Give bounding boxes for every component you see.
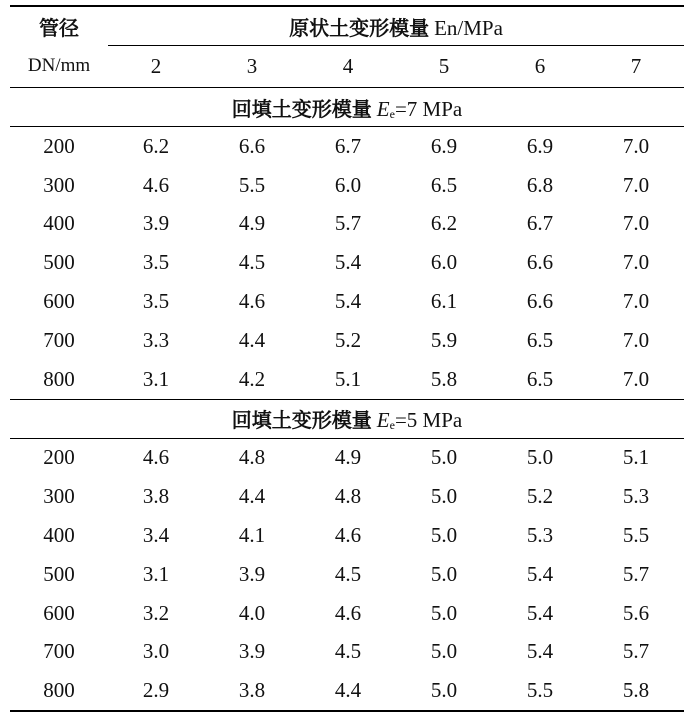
pipe-diameter-cell: 500 <box>43 561 75 586</box>
modulus-cell: 3.9 <box>238 639 266 664</box>
pipe-diameter-cell: 200 <box>43 133 75 158</box>
modulus-cell: 5.4 <box>526 600 554 625</box>
column-header: 4 <box>300 46 396 88</box>
modulus-cell: 5.4 <box>526 639 554 664</box>
modulus-cell: 5.1 <box>622 445 650 470</box>
pipe-diameter-cell: 400 <box>43 211 75 236</box>
pipe-diameter-cell: 700 <box>43 639 75 664</box>
section-ee5 <box>10 399 684 711</box>
table-row <box>10 633 684 672</box>
table-row <box>10 555 684 594</box>
modulus-cell: 4.4 <box>238 327 266 352</box>
symbol-subscript: e <box>389 418 395 433</box>
modulus-cell: 3.5 <box>142 289 170 314</box>
modulus-cell: 4.6 <box>334 523 362 548</box>
modulus-cell: 5.2 <box>334 327 362 352</box>
modulus-cell: 6.9 <box>430 133 458 158</box>
modulus-cell: 5.4 <box>334 250 362 275</box>
modulus-cell: 6.5 <box>430 172 458 197</box>
modulus-cell: 4.0 <box>238 600 266 625</box>
original-soil-modulus-unit: En/MPa <box>434 15 503 40</box>
section-title <box>10 399 684 438</box>
pipe-diameter-cell: 200 <box>43 445 75 470</box>
modulus-cell: 7.0 <box>622 172 650 197</box>
section-symbol <box>377 97 462 121</box>
modulus-cell: 4.8 <box>334 484 362 509</box>
modulus-cell: 4.9 <box>238 211 266 236</box>
modulus-cell: 7.0 <box>622 366 650 391</box>
original-soil-modulus-title: 原状土变形模量 <box>289 17 430 40</box>
modulus-cell: 4.1 <box>238 523 266 548</box>
modulus-cell: 3.1 <box>142 366 170 391</box>
modulus-cell: 5.0 <box>430 523 458 548</box>
column-header: 3 <box>204 46 300 88</box>
modulus-cell: 5.0 <box>430 561 458 586</box>
section-value: =7 MPa <box>394 96 463 121</box>
modulus-cell: 3.8 <box>204 671 300 711</box>
symbol-letter: E <box>376 408 390 433</box>
modulus-cell: 5.0 <box>526 445 554 470</box>
modulus-cell: 4.5 <box>334 639 362 664</box>
pipe-diameter-label: 管径 <box>10 6 108 46</box>
section-value: =5 MPa <box>394 408 463 433</box>
pipe-diameter-cell: 600 <box>43 289 75 314</box>
modulus-cell: 6.6 <box>526 250 554 275</box>
pipe-diameter-cell: 500 <box>43 250 75 275</box>
table-row <box>10 594 684 633</box>
original-soil-modulus-header <box>108 6 684 46</box>
modulus-cell: 5.3 <box>622 484 650 509</box>
table-row <box>10 516 684 555</box>
modulus-cell: 3.0 <box>142 639 170 664</box>
column-header: 5 <box>396 46 492 88</box>
modulus-cell: 5.0 <box>396 671 492 711</box>
modulus-cell: 5.7 <box>334 211 362 236</box>
modulus-cell: 4.6 <box>142 445 170 470</box>
symbol-letter: E <box>376 96 390 121</box>
section-symbol <box>377 408 462 432</box>
modulus-cell: 6.6 <box>526 289 554 314</box>
column-header: 7 <box>588 46 684 88</box>
table-row <box>10 360 684 399</box>
table-row <box>10 671 684 711</box>
modulus-cell: 5.6 <box>622 600 650 625</box>
table-row <box>10 282 684 321</box>
modulus-cell: 4.9 <box>334 445 362 470</box>
modulus-cell: 5.0 <box>430 445 458 470</box>
modulus-cell: 6.5 <box>526 327 554 352</box>
modulus-cell: 5.0 <box>430 639 458 664</box>
section-ee7 <box>10 88 684 400</box>
modulus-cell: 5.9 <box>430 327 458 352</box>
table-row <box>10 438 684 477</box>
modulus-cell: 5.1 <box>334 366 362 391</box>
modulus-cell: 6.2 <box>142 133 170 158</box>
table-row <box>10 477 684 516</box>
modulus-cell: 4.6 <box>142 172 170 197</box>
modulus-cell: 5.4 <box>334 289 362 314</box>
modulus-cell: 5.5 <box>622 523 650 548</box>
modulus-cell: 4.6 <box>334 600 362 625</box>
pipe-diameter-cell: 800 <box>10 671 108 711</box>
modulus-cell: 2.9 <box>108 671 204 711</box>
modulus-cell: 5.7 <box>622 561 650 586</box>
modulus-cell: 4.8 <box>238 445 266 470</box>
modulus-cell: 7.0 <box>622 133 650 158</box>
pipe-diameter-cell: 700 <box>43 327 75 352</box>
modulus-cell: 4.4 <box>238 484 266 509</box>
table-row <box>10 166 684 205</box>
modulus-cell: 3.9 <box>238 561 266 586</box>
modulus-cell: 7.0 <box>622 211 650 236</box>
modulus-cell: 4.6 <box>238 289 266 314</box>
modulus-cell: 3.4 <box>142 523 170 548</box>
column-header: 6 <box>492 46 588 88</box>
modulus-cell: 5.0 <box>430 484 458 509</box>
section-title-text: 回填土变形模量 <box>231 98 372 121</box>
modulus-cell: 5.8 <box>430 366 458 391</box>
modulus-cell: 6.2 <box>430 211 458 236</box>
modulus-cell: 5.7 <box>622 639 650 664</box>
modulus-cell: 5.5 <box>492 671 588 711</box>
modulus-cell: 7.0 <box>622 327 650 352</box>
modulus-cell: 6.7 <box>334 133 362 158</box>
modulus-cell: 4.2 <box>238 366 266 391</box>
modulus-cell: 5.4 <box>526 561 554 586</box>
modulus-cell: 6.9 <box>526 133 554 158</box>
modulus-cell: 6.6 <box>238 133 266 158</box>
modulus-cell: 4.4 <box>300 671 396 711</box>
modulus-cell: 6.1 <box>430 289 458 314</box>
modulus-cell: 6.5 <box>526 366 554 391</box>
modulus-cell: 5.2 <box>526 484 554 509</box>
section-title <box>10 88 684 127</box>
column-header: 2 <box>108 46 204 88</box>
pipe-diameter-cell: 300 <box>43 172 75 197</box>
pipe-diameter-unit: DN/mm <box>10 46 108 88</box>
modulus-cell: 3.1 <box>142 561 170 586</box>
pipe-diameter-cell: 800 <box>43 366 75 391</box>
modulus-cell: 3.9 <box>142 211 170 236</box>
modulus-cell: 3.3 <box>142 327 170 352</box>
modulus-cell: 6.0 <box>334 172 362 197</box>
modulus-cell: 4.5 <box>238 250 266 275</box>
pipe-diameter-cell: 300 <box>43 484 75 509</box>
pipe-diameter-cell: 600 <box>43 600 75 625</box>
modulus-cell: 5.3 <box>526 523 554 548</box>
table-row <box>10 127 684 166</box>
modulus-cell: 7.0 <box>622 289 650 314</box>
symbol-subscript: e <box>389 106 395 121</box>
modulus-table <box>10 5 684 712</box>
modulus-cell: 6.8 <box>526 172 554 197</box>
table-row <box>10 321 684 360</box>
modulus-cell: 3.5 <box>142 250 170 275</box>
modulus-cell: 5.0 <box>430 600 458 625</box>
modulus-cell: 7.0 <box>622 250 650 275</box>
modulus-cell: 4.5 <box>334 561 362 586</box>
modulus-cell: 3.8 <box>142 484 170 509</box>
modulus-cell: 6.0 <box>430 250 458 275</box>
pipe-diameter-cell: 400 <box>43 523 75 548</box>
table-row <box>10 205 684 244</box>
modulus-cell: 5.5 <box>238 172 266 197</box>
table-row <box>10 243 684 282</box>
modulus-cell: 5.8 <box>588 671 684 711</box>
modulus-cell: 6.7 <box>526 211 554 236</box>
modulus-cell: 3.2 <box>142 600 170 625</box>
section-title-text: 回填土变形模量 <box>231 410 372 433</box>
